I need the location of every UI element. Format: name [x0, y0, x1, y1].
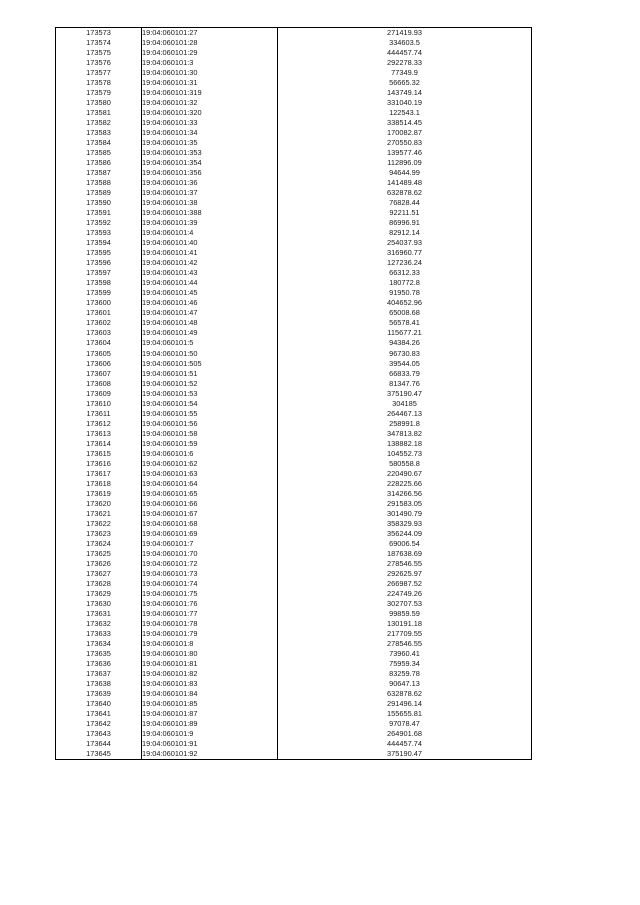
row-number-cell: 173611 [56, 409, 142, 419]
row-number-cell: 173634 [56, 639, 142, 649]
table-row [56, 118, 532, 128]
value-cell: 115677.21 [278, 328, 532, 338]
cadastral-number-cell: 19:04:060101:388 [142, 208, 278, 218]
cadastral-number-cell: 19:04:060101:30 [142, 68, 278, 78]
table-row [56, 439, 532, 449]
cadastral-number-cell: 19:04:060101:52 [142, 379, 278, 389]
row-number-cell: 173578 [56, 78, 142, 88]
value-cell: 224749.26 [278, 589, 532, 599]
value-cell: 217709.55 [278, 629, 532, 639]
cadastral-number-cell: 19:04:060101:28 [142, 38, 278, 48]
row-number-cell: 173590 [56, 198, 142, 208]
value-cell: 56578.41 [278, 318, 532, 328]
value-cell: 97078.47 [278, 719, 532, 729]
table-row [56, 98, 532, 108]
table-row [56, 399, 532, 409]
cadastral-number-cell: 19:04:060101:64 [142, 479, 278, 489]
table-row [56, 369, 532, 379]
cadastral-number-cell: 19:04:060101:70 [142, 549, 278, 559]
value-cell: 228225.66 [278, 479, 532, 489]
table-row [56, 78, 532, 88]
value-cell: 39544.05 [278, 359, 532, 369]
row-number-cell: 173608 [56, 379, 142, 389]
cadastral-number-cell: 19:04:060101:505 [142, 359, 278, 369]
table-row [56, 218, 532, 228]
row-number-cell: 173630 [56, 599, 142, 609]
row-number-cell: 173593 [56, 228, 142, 238]
table-row [56, 659, 532, 669]
table-row [56, 529, 532, 539]
cadastral-number-cell: 19:04:060101:35 [142, 138, 278, 148]
row-number-cell: 173622 [56, 519, 142, 529]
table-row [56, 689, 532, 699]
table-row [56, 449, 532, 459]
table-row [56, 208, 532, 218]
row-number-cell: 173577 [56, 68, 142, 78]
value-cell: 266987.52 [278, 579, 532, 589]
table-row [56, 88, 532, 98]
cadastral-number-cell: 19:04:060101:74 [142, 579, 278, 589]
cadastral-number-cell: 19:04:060101:91 [142, 739, 278, 749]
row-number-cell: 173617 [56, 469, 142, 479]
table-row [56, 579, 532, 589]
value-cell: 94644.99 [278, 168, 532, 178]
table-row [56, 719, 532, 729]
cadastral-number-cell: 19:04:060101:45 [142, 288, 278, 298]
row-number-cell: 173574 [56, 38, 142, 48]
value-cell: 127236.24 [278, 258, 532, 268]
cadastral-number-cell: 19:04:060101:7 [142, 539, 278, 549]
table-row [56, 429, 532, 439]
cadastral-number-cell: 19:04:060101:66 [142, 499, 278, 509]
table-row [56, 188, 532, 198]
value-cell: 302707.53 [278, 599, 532, 609]
table-row [56, 68, 532, 78]
table-row [56, 589, 532, 599]
table-row [56, 38, 532, 48]
table-row [56, 228, 532, 238]
row-number-cell: 173581 [56, 108, 142, 118]
value-cell: 334603.5 [278, 38, 532, 48]
value-cell: 314266.56 [278, 489, 532, 499]
value-cell: 580558.8 [278, 459, 532, 469]
cadastral-number-cell: 19:04:060101:49 [142, 328, 278, 338]
row-number-cell: 173588 [56, 178, 142, 188]
table-row [56, 499, 532, 509]
value-cell: 301490.79 [278, 509, 532, 519]
value-cell: 278546.55 [278, 639, 532, 649]
cadastral-number-cell: 19:04:060101:56 [142, 419, 278, 429]
row-number-cell: 173595 [56, 248, 142, 258]
value-cell: 270550.83 [278, 138, 532, 148]
cadastral-number-cell: 19:04:060101:40 [142, 238, 278, 248]
cadastral-number-cell: 19:04:060101:85 [142, 699, 278, 709]
row-number-cell: 173599 [56, 288, 142, 298]
table-row [56, 489, 532, 499]
value-cell: 291583.05 [278, 499, 532, 509]
table-row [56, 258, 532, 268]
cadastral-number-cell: 19:04:060101:42 [142, 258, 278, 268]
cadastral-number-cell: 19:04:060101:72 [142, 559, 278, 569]
value-cell: 316960.77 [278, 248, 532, 258]
table-row [56, 539, 532, 549]
table-row [56, 128, 532, 138]
row-number-cell: 173580 [56, 98, 142, 108]
table-row [56, 469, 532, 479]
row-number-cell: 173612 [56, 419, 142, 429]
cadastral-number-cell: 19:04:060101:33 [142, 118, 278, 128]
table-row [56, 138, 532, 148]
cadastral-number-cell: 19:04:060101:68 [142, 519, 278, 529]
row-number-cell: 173594 [56, 238, 142, 248]
cadastral-number-cell: 19:04:060101:31 [142, 78, 278, 88]
value-cell: 278546.55 [278, 559, 532, 569]
value-cell: 271419.93 [278, 28, 532, 39]
cadastral-number-cell: 19:04:060101:32 [142, 98, 278, 108]
cadastral-number-cell: 19:04:060101:65 [142, 489, 278, 499]
row-number-cell: 173618 [56, 479, 142, 489]
value-cell: 130191.18 [278, 619, 532, 629]
value-cell: 83259.78 [278, 669, 532, 679]
row-number-cell: 173589 [56, 188, 142, 198]
cadastral-number-cell: 19:04:060101:37 [142, 188, 278, 198]
value-cell: 258991.8 [278, 419, 532, 429]
cadastral-number-cell: 19:04:060101:47 [142, 308, 278, 318]
cadastral-number-cell: 19:04:060101:83 [142, 679, 278, 689]
table-row [56, 268, 532, 278]
cadastral-number-cell: 19:04:060101:39 [142, 218, 278, 228]
row-number-cell: 173606 [56, 359, 142, 369]
row-number-cell: 173598 [56, 278, 142, 288]
table-row [56, 639, 532, 649]
value-cell: 75959.34 [278, 659, 532, 669]
cadastral-number-cell: 19:04:060101:34 [142, 128, 278, 138]
table-row [56, 419, 532, 429]
value-cell: 291496.14 [278, 699, 532, 709]
table-row [56, 679, 532, 689]
value-cell: 90647.13 [278, 679, 532, 689]
cadastral-number-cell: 19:04:060101:356 [142, 168, 278, 178]
row-number-cell: 173586 [56, 158, 142, 168]
cadastral-number-cell: 19:04:060101:89 [142, 719, 278, 729]
cadastral-number-cell: 19:04:060101:41 [142, 248, 278, 258]
cadastral-number-cell: 19:04:060101:78 [142, 619, 278, 629]
row-number-cell: 173629 [56, 589, 142, 599]
row-number-cell: 173631 [56, 609, 142, 619]
table-row [56, 198, 532, 208]
table-row [56, 349, 532, 359]
cadastral-number-cell: 19:04:060101:29 [142, 48, 278, 58]
row-number-cell: 173614 [56, 439, 142, 449]
row-number-cell: 173624 [56, 539, 142, 549]
row-number-cell: 173633 [56, 629, 142, 639]
cadastral-number-cell: 19:04:060101:43 [142, 268, 278, 278]
cadastral-number-cell: 19:04:060101:80 [142, 649, 278, 659]
row-number-cell: 173625 [56, 549, 142, 559]
row-number-cell: 173575 [56, 48, 142, 58]
cadastral-number-cell: 19:04:060101:48 [142, 318, 278, 328]
cadastral-number-cell: 19:04:060101:58 [142, 429, 278, 439]
cadastral-number-cell: 19:04:060101:6 [142, 449, 278, 459]
row-number-cell: 173627 [56, 569, 142, 579]
table-row [56, 168, 532, 178]
value-cell: 69006.54 [278, 539, 532, 549]
value-cell: 65008.68 [278, 308, 532, 318]
cadastral-number-cell: 19:04:060101:55 [142, 409, 278, 419]
table-row [56, 238, 532, 248]
cadastral-number-cell: 19:04:060101:27 [142, 28, 278, 39]
row-number-cell: 173600 [56, 298, 142, 308]
table-row [56, 739, 532, 749]
table-row [56, 48, 532, 58]
cadastral-number-cell: 19:04:060101:77 [142, 609, 278, 619]
cadastral-number-cell: 19:04:060101:79 [142, 629, 278, 639]
value-cell: 264467.13 [278, 409, 532, 419]
cadastral-number-cell: 19:04:060101:5 [142, 338, 278, 348]
row-number-cell: 173587 [56, 168, 142, 178]
cadastral-number-cell: 19:04:060101:63 [142, 469, 278, 479]
row-number-cell: 173632 [56, 619, 142, 629]
table-row [56, 248, 532, 258]
row-number-cell: 173642 [56, 719, 142, 729]
value-cell: 632878.62 [278, 188, 532, 198]
cadastral-number-cell: 19:04:060101:73 [142, 569, 278, 579]
row-number-cell: 173596 [56, 258, 142, 268]
cadastral-number-cell: 19:04:060101:92 [142, 749, 278, 760]
table-row [56, 328, 532, 338]
row-number-cell: 173582 [56, 118, 142, 128]
value-cell: 139577.46 [278, 148, 532, 158]
row-number-cell: 173602 [56, 318, 142, 328]
cadastral-number-cell: 19:04:060101:320 [142, 108, 278, 118]
cadastral-number-cell: 19:04:060101:54 [142, 399, 278, 409]
value-cell: 77349.9 [278, 68, 532, 78]
row-number-cell: 173638 [56, 679, 142, 689]
row-number-cell: 173583 [56, 128, 142, 138]
table-row [56, 58, 532, 68]
value-cell: 375190.47 [278, 389, 532, 399]
value-cell: 375190.47 [278, 749, 532, 760]
table-row [56, 549, 532, 559]
cadastral-number-cell: 19:04:060101:59 [142, 439, 278, 449]
table-row [56, 669, 532, 679]
table-row [56, 178, 532, 188]
cadastral-number-cell: 19:04:060101:82 [142, 669, 278, 679]
value-cell: 338514.45 [278, 118, 532, 128]
value-cell: 66312.33 [278, 268, 532, 278]
value-cell: 264901.68 [278, 729, 532, 739]
value-cell: 155655.81 [278, 709, 532, 719]
value-cell: 73960.41 [278, 649, 532, 659]
value-cell: 347813.82 [278, 429, 532, 439]
table-row [56, 148, 532, 158]
row-number-cell: 173643 [56, 729, 142, 739]
value-cell: 112896.09 [278, 158, 532, 168]
cadastral-number-cell: 19:04:060101:9 [142, 729, 278, 739]
table-row [56, 298, 532, 308]
table-row [56, 569, 532, 579]
value-cell: 444457.74 [278, 739, 532, 749]
value-cell: 138882.18 [278, 439, 532, 449]
cadastral-number-cell: 19:04:060101:353 [142, 148, 278, 158]
row-number-cell: 173639 [56, 689, 142, 699]
cadastral-number-cell: 19:04:060101:319 [142, 88, 278, 98]
cadastral-value-table [55, 27, 532, 760]
table-row [56, 749, 532, 760]
cadastral-number-cell: 19:04:060101:44 [142, 278, 278, 288]
cadastral-number-cell: 19:04:060101:50 [142, 349, 278, 359]
row-number-cell: 173640 [56, 699, 142, 709]
table-row [56, 288, 532, 298]
table-row [56, 629, 532, 639]
cadastral-number-cell: 19:04:060101:53 [142, 389, 278, 399]
row-number-cell: 173576 [56, 58, 142, 68]
row-number-cell: 173604 [56, 338, 142, 348]
value-cell: 444457.74 [278, 48, 532, 58]
value-cell: 170082.87 [278, 128, 532, 138]
row-number-cell: 173613 [56, 429, 142, 439]
value-cell: 86996.91 [278, 218, 532, 228]
value-cell: 358329.93 [278, 519, 532, 529]
cadastral-number-cell: 19:04:060101:8 [142, 639, 278, 649]
row-number-cell: 173605 [56, 349, 142, 359]
cadastral-number-cell: 19:04:060101:36 [142, 178, 278, 188]
table-body [56, 28, 532, 760]
row-number-cell: 173603 [56, 328, 142, 338]
row-number-cell: 173597 [56, 268, 142, 278]
value-cell: 56665.32 [278, 78, 532, 88]
table-row [56, 459, 532, 469]
table-row [56, 28, 532, 39]
value-cell: 304185 [278, 399, 532, 409]
table-row [56, 649, 532, 659]
value-cell: 143749.14 [278, 88, 532, 98]
value-cell: 141489.48 [278, 178, 532, 188]
table-row [56, 409, 532, 419]
cadastral-number-cell: 19:04:060101:354 [142, 158, 278, 168]
row-number-cell: 173585 [56, 148, 142, 158]
table-row [56, 479, 532, 489]
row-number-cell: 173615 [56, 449, 142, 459]
table-row [56, 609, 532, 619]
table-row [56, 389, 532, 399]
value-cell: 96730.83 [278, 349, 532, 359]
cadastral-number-cell: 19:04:060101:46 [142, 298, 278, 308]
value-cell: 91950.78 [278, 288, 532, 298]
row-number-cell: 173620 [56, 499, 142, 509]
table-row [56, 379, 532, 389]
table-row [56, 509, 532, 519]
cadastral-number-cell: 19:04:060101:84 [142, 689, 278, 699]
row-number-cell: 173623 [56, 529, 142, 539]
table-row [56, 729, 532, 739]
cadastral-number-cell: 19:04:060101:38 [142, 198, 278, 208]
table-row [56, 108, 532, 118]
value-cell: 331040.19 [278, 98, 532, 108]
value-cell: 92211.51 [278, 208, 532, 218]
cadastral-number-cell: 19:04:060101:76 [142, 599, 278, 609]
table-row [56, 519, 532, 529]
cadastral-number-cell: 19:04:060101:3 [142, 58, 278, 68]
value-cell: 220490.67 [278, 469, 532, 479]
row-number-cell: 173628 [56, 579, 142, 589]
row-number-cell: 173645 [56, 749, 142, 760]
table-row [56, 599, 532, 609]
row-number-cell: 173621 [56, 509, 142, 519]
row-number-cell: 173579 [56, 88, 142, 98]
row-number-cell: 173573 [56, 28, 142, 39]
row-number-cell: 173609 [56, 389, 142, 399]
value-cell: 76828.44 [278, 198, 532, 208]
cadastral-number-cell: 19:04:060101:51 [142, 369, 278, 379]
row-number-cell: 173637 [56, 669, 142, 679]
value-cell: 66833.79 [278, 369, 532, 379]
table-row [56, 619, 532, 629]
cadastral-number-cell: 19:04:060101:4 [142, 228, 278, 238]
row-number-cell: 173610 [56, 399, 142, 409]
table-row [56, 158, 532, 168]
table-row [56, 338, 532, 348]
value-cell: 81347.76 [278, 379, 532, 389]
row-number-cell: 173641 [56, 709, 142, 719]
table-row [56, 709, 532, 719]
value-cell: 94384.26 [278, 338, 532, 348]
row-number-cell: 173644 [56, 739, 142, 749]
row-number-cell: 173591 [56, 208, 142, 218]
value-cell: 122543.1 [278, 108, 532, 118]
value-cell: 187638.69 [278, 549, 532, 559]
value-cell: 292625.97 [278, 569, 532, 579]
value-cell: 404652.96 [278, 298, 532, 308]
row-number-cell: 173607 [56, 369, 142, 379]
row-number-cell: 173619 [56, 489, 142, 499]
cadastral-number-cell: 19:04:060101:62 [142, 459, 278, 469]
value-cell: 292278.33 [278, 58, 532, 68]
row-number-cell: 173636 [56, 659, 142, 669]
cadastral-number-cell: 19:04:060101:67 [142, 509, 278, 519]
value-cell: 82912.14 [278, 228, 532, 238]
row-number-cell: 173592 [56, 218, 142, 228]
value-cell: 180772.8 [278, 278, 532, 288]
value-cell: 99859.59 [278, 609, 532, 619]
value-cell: 254037.93 [278, 238, 532, 248]
row-number-cell: 173635 [56, 649, 142, 659]
cadastral-number-cell: 19:04:060101:87 [142, 709, 278, 719]
value-cell: 104552.73 [278, 449, 532, 459]
row-number-cell: 173616 [56, 459, 142, 469]
table-row [56, 278, 532, 288]
table-row [56, 359, 532, 369]
table-row [56, 699, 532, 709]
cadastral-number-cell: 19:04:060101:75 [142, 589, 278, 599]
table-row [56, 318, 532, 328]
cadastral-number-cell: 19:04:060101:69 [142, 529, 278, 539]
row-number-cell: 173601 [56, 308, 142, 318]
value-cell: 632878.62 [278, 689, 532, 699]
table-row [56, 559, 532, 569]
row-number-cell: 173584 [56, 138, 142, 148]
cadastral-number-cell: 19:04:060101:81 [142, 659, 278, 669]
value-cell: 356244.09 [278, 529, 532, 539]
row-number-cell: 173626 [56, 559, 142, 569]
table-row [56, 308, 532, 318]
